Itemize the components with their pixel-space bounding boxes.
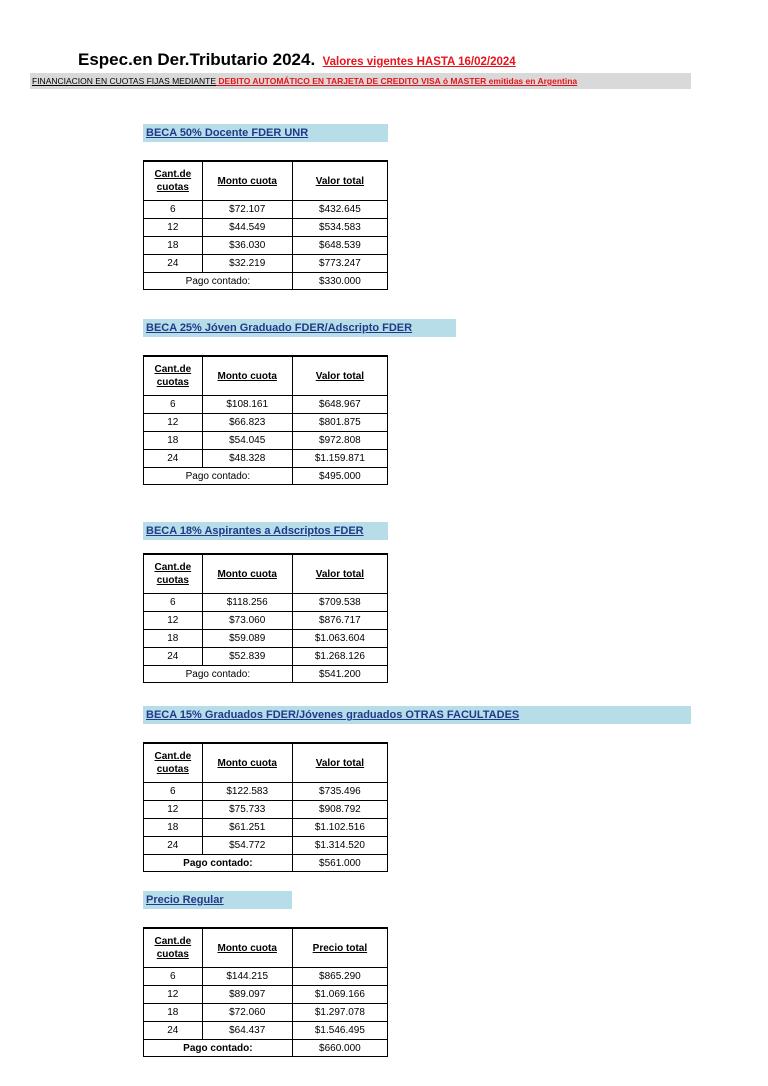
col-header-cuotas: Cant.de cuotas [144, 743, 203, 783]
cell-monto: $89.097 [202, 986, 292, 1004]
table-row [144, 986, 388, 1004]
cell-monto: $52.839 [202, 648, 292, 666]
cell-monto: $59.089 [202, 630, 292, 648]
cell-total: $1.268.126 [292, 648, 387, 666]
cell-total: $1.314.520 [292, 837, 387, 855]
cell-cuotas: 6 [144, 594, 203, 612]
cell-cuotas: 6 [144, 396, 203, 414]
pago-contado-row [144, 855, 388, 872]
cell-cuotas: 18 [144, 237, 203, 255]
table-row [144, 837, 388, 855]
cell-monto: $144.215 [202, 968, 292, 986]
col-header-total: Precio total [292, 928, 387, 968]
table-row [144, 1004, 388, 1022]
col-header-cuotas: Cant.de cuotas [144, 161, 203, 201]
section-beca-15 [143, 706, 691, 872]
pago-contado-row [144, 273, 388, 290]
col-header-cuotas: Cant.de cuotas [144, 928, 203, 968]
table-row [144, 819, 388, 837]
cell-total: $1.102.516 [292, 819, 387, 837]
cell-monto: $61.251 [202, 819, 292, 837]
pago-contado-label: Pago contado: [144, 1040, 293, 1057]
table-row [144, 1022, 388, 1040]
pago-contado-row [144, 468, 388, 485]
cell-monto: $118.256 [202, 594, 292, 612]
cell-monto: $122.583 [202, 783, 292, 801]
installments-table [143, 355, 388, 485]
col-header-monto: Monto cuota [202, 743, 292, 783]
table-row [144, 801, 388, 819]
pago-contado-label: Pago contado: [144, 666, 293, 683]
page-title [78, 50, 516, 70]
table-row [144, 968, 388, 986]
cell-cuotas: 24 [144, 255, 203, 273]
cell-total: $876.717 [292, 612, 387, 630]
table-row [144, 255, 388, 273]
cell-total: $1.063.604 [292, 630, 387, 648]
cell-cuotas: 24 [144, 648, 203, 666]
pago-contado-value: $495.000 [292, 468, 387, 485]
cell-monto: $72.107 [202, 201, 292, 219]
cell-total: $908.792 [292, 801, 387, 819]
cell-cuotas: 18 [144, 432, 203, 450]
table-row [144, 648, 388, 666]
cell-total: $648.967 [292, 396, 387, 414]
cell-cuotas: 18 [144, 1004, 203, 1022]
cell-cuotas: 6 [144, 201, 203, 219]
table-row [144, 237, 388, 255]
cell-total: $1.297.078 [292, 1004, 387, 1022]
cell-monto: $54.045 [202, 432, 292, 450]
cell-cuotas: 12 [144, 612, 203, 630]
pago-contado-label: Pago contado: [144, 855, 293, 872]
col-header-monto: Monto cuota [202, 928, 292, 968]
validity-note: Valores vigentes HASTA 16/02/2024 [322, 56, 516, 68]
section-beca-18 [143, 522, 388, 683]
table-row [144, 432, 388, 450]
pago-contado-row [144, 1040, 388, 1057]
cell-cuotas: 12 [144, 219, 203, 237]
cell-monto: $44.549 [202, 219, 292, 237]
section-title: BECA 25% Jóven Graduado FDER/Adscripto FDER [143, 319, 456, 337]
col-header-cuotas: Cant.de cuotas [144, 554, 203, 594]
cell-cuotas: 24 [144, 450, 203, 468]
col-header-total: Valor total [292, 743, 387, 783]
col-header-monto: Monto cuota [202, 554, 292, 594]
pago-contado-value: $541.200 [292, 666, 387, 683]
table-row [144, 783, 388, 801]
cell-total: $1.069.166 [292, 986, 387, 1004]
financing-bar [30, 73, 691, 89]
cell-monto: $73.060 [202, 612, 292, 630]
cell-total: $1.546.495 [292, 1022, 387, 1040]
document-title: Espec.en Der.Tributario 2024. [78, 50, 316, 69]
cell-monto: $75.733 [202, 801, 292, 819]
cell-monto: $108.161 [202, 396, 292, 414]
table-row [144, 219, 388, 237]
installments-table [143, 160, 388, 290]
cell-cuotas: 24 [144, 1022, 203, 1040]
cell-total: $648.539 [292, 237, 387, 255]
cell-total: $801.875 [292, 414, 387, 432]
pago-contado-row [144, 666, 388, 683]
cell-total: $534.583 [292, 219, 387, 237]
installments-table [143, 927, 388, 1057]
financing-method: DEBITO AUTOMÁTICO EN TARJETA DE CREDITO VISA ó MASTER emitidas en Argentina [216, 76, 578, 86]
cell-monto: $54.772 [202, 837, 292, 855]
cell-total: $709.538 [292, 594, 387, 612]
col-header-total: Valor total [292, 161, 387, 201]
table-header-row [144, 356, 388, 396]
pago-contado-value: $330.000 [292, 273, 387, 290]
cell-total: $432.645 [292, 201, 387, 219]
cell-cuotas: 12 [144, 986, 203, 1004]
section-title: Precio Regular [143, 891, 292, 909]
cell-cuotas: 6 [144, 783, 203, 801]
cell-cuotas: 24 [144, 837, 203, 855]
section-precio-regular [143, 891, 388, 1057]
cell-monto: $36.030 [202, 237, 292, 255]
pago-contado-label: Pago contado: [144, 273, 293, 290]
table-row [144, 414, 388, 432]
pago-contado-value: $561.000 [292, 855, 387, 872]
cell-cuotas: 12 [144, 801, 203, 819]
section-title: BECA 15% Graduados FDER/Jóvenes graduados OTRAS FACULTADES [143, 706, 691, 724]
installments-table [143, 553, 388, 683]
cell-cuotas: 6 [144, 968, 203, 986]
col-header-total: Valor total [292, 554, 387, 594]
section-title: BECA 50% Docente FDER UNR [143, 124, 388, 142]
pago-contado-value: $660.000 [292, 1040, 387, 1057]
pago-contado-label: Pago contado: [144, 468, 293, 485]
col-header-monto: Monto cuota [202, 161, 292, 201]
cell-total: $773.247 [292, 255, 387, 273]
col-header-cuotas: Cant.de cuotas [144, 356, 203, 396]
table-header-row [144, 554, 388, 594]
cell-monto: $66.823 [202, 414, 292, 432]
section-title: BECA 18% Aspirantes a Adscriptos FDER [143, 522, 388, 540]
col-header-total: Valor total [292, 356, 387, 396]
cell-total: $1.159.871 [292, 450, 387, 468]
table-row [144, 594, 388, 612]
financing-prefix: FINANCIACION EN CUOTAS FIJAS MEDIANTE [32, 76, 217, 86]
cell-cuotas: 18 [144, 819, 203, 837]
table-header-row [144, 743, 388, 783]
table-row [144, 630, 388, 648]
table-header-row [144, 161, 388, 201]
section-beca-50 [143, 124, 388, 290]
section-beca-25 [143, 319, 456, 485]
cell-cuotas: 12 [144, 414, 203, 432]
cell-monto: $72.060 [202, 1004, 292, 1022]
table-header-row [144, 928, 388, 968]
cell-cuotas: 18 [144, 630, 203, 648]
cell-total: $972.808 [292, 432, 387, 450]
installments-table [143, 742, 388, 872]
cell-monto: $32.219 [202, 255, 292, 273]
table-row [144, 450, 388, 468]
col-header-monto: Monto cuota [202, 356, 292, 396]
table-row [144, 396, 388, 414]
cell-total: $735.496 [292, 783, 387, 801]
cell-total: $865.290 [292, 968, 387, 986]
table-row [144, 612, 388, 630]
cell-monto: $64.437 [202, 1022, 292, 1040]
table-row [144, 201, 388, 219]
cell-monto: $48.328 [202, 450, 292, 468]
